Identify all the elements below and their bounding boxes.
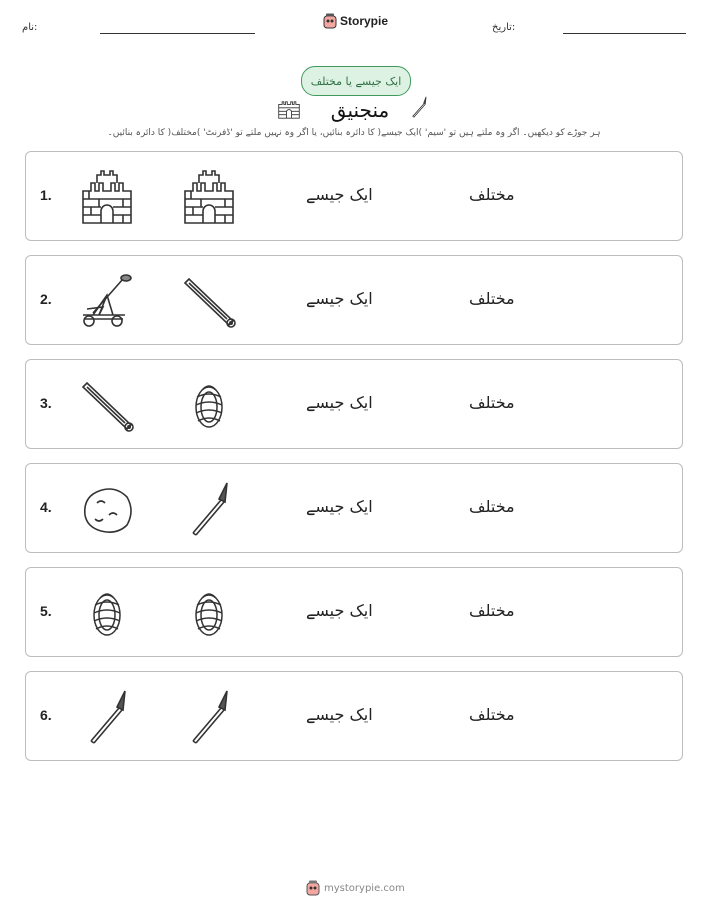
different-option[interactable]: مختلف <box>469 705 515 724</box>
different-option[interactable]: مختلف <box>469 289 515 308</box>
rock-icon <box>79 481 135 537</box>
name-line[interactable] <box>100 33 255 34</box>
same-option[interactable]: ایک جیسے <box>306 393 373 412</box>
same-option[interactable]: ایک جیسے <box>306 705 373 724</box>
footer-url[interactable]: mystorypie.com <box>324 882 405 894</box>
catapult-icon <box>79 273 135 329</box>
question-row-2 <box>25 255 683 345</box>
different-option[interactable]: مختلف <box>469 497 515 516</box>
row-number: 3. <box>40 395 52 411</box>
storypie-mascot-icon <box>306 880 320 896</box>
spear-icon <box>181 689 237 745</box>
rope-coil-icon <box>181 377 237 433</box>
question-row-3 <box>25 359 683 449</box>
question-row-5 <box>25 567 683 657</box>
brand-name: Storypie <box>340 14 389 28</box>
same-option[interactable]: ایک جیسے <box>306 497 373 516</box>
date-line[interactable] <box>563 33 686 34</box>
question-row-6 <box>25 671 683 761</box>
footer <box>306 880 405 896</box>
different-option[interactable]: مختلف <box>469 601 515 620</box>
castle-icon <box>79 169 135 225</box>
row-number: 4. <box>40 499 52 515</box>
row-number: 1. <box>40 187 52 203</box>
storypie-mascot-icon <box>323 13 337 29</box>
spear-icon <box>408 92 430 122</box>
question-row-4 <box>25 463 683 553</box>
row-number: 2. <box>40 291 52 307</box>
castle-icon <box>277 94 301 120</box>
date-label: تاریخ: <box>492 22 516 33</box>
different-option[interactable]: مختلف <box>469 393 515 412</box>
castle-icon <box>181 169 237 225</box>
page-title: منجنیق <box>330 98 390 122</box>
same-option[interactable]: ایک جیسے <box>306 185 373 204</box>
name-label: نام: <box>22 22 38 33</box>
question-row-1 <box>25 151 683 241</box>
rope-coil-icon <box>79 585 135 641</box>
different-option[interactable]: مختلف <box>469 185 515 204</box>
same-option[interactable]: ایک جیسے <box>306 601 373 620</box>
same-option[interactable]: ایک جیسے <box>306 289 373 308</box>
same-or-different-badge: ایک جیسے یا مختلف <box>301 66 411 96</box>
wooden-beam-icon <box>79 377 135 433</box>
instructions: ہر جوڑے کو دیکھیں۔ اگر وہ ملتے ہیں تو 'سیم' )ایک جیسے( کا دائرہ بنائیں، یا اگر وہ نہیں ملتے تو 'ڈفرنٹ' )مختلف( کا دائرہ بنائیں۔ <box>107 128 601 138</box>
brand-logo <box>323 13 388 29</box>
row-number: 5. <box>40 603 52 619</box>
wooden-beam-icon <box>181 273 237 329</box>
rope-coil-icon <box>181 585 237 641</box>
row-number: 6. <box>40 707 52 723</box>
spear-icon <box>181 481 237 537</box>
spear-icon <box>79 689 135 745</box>
